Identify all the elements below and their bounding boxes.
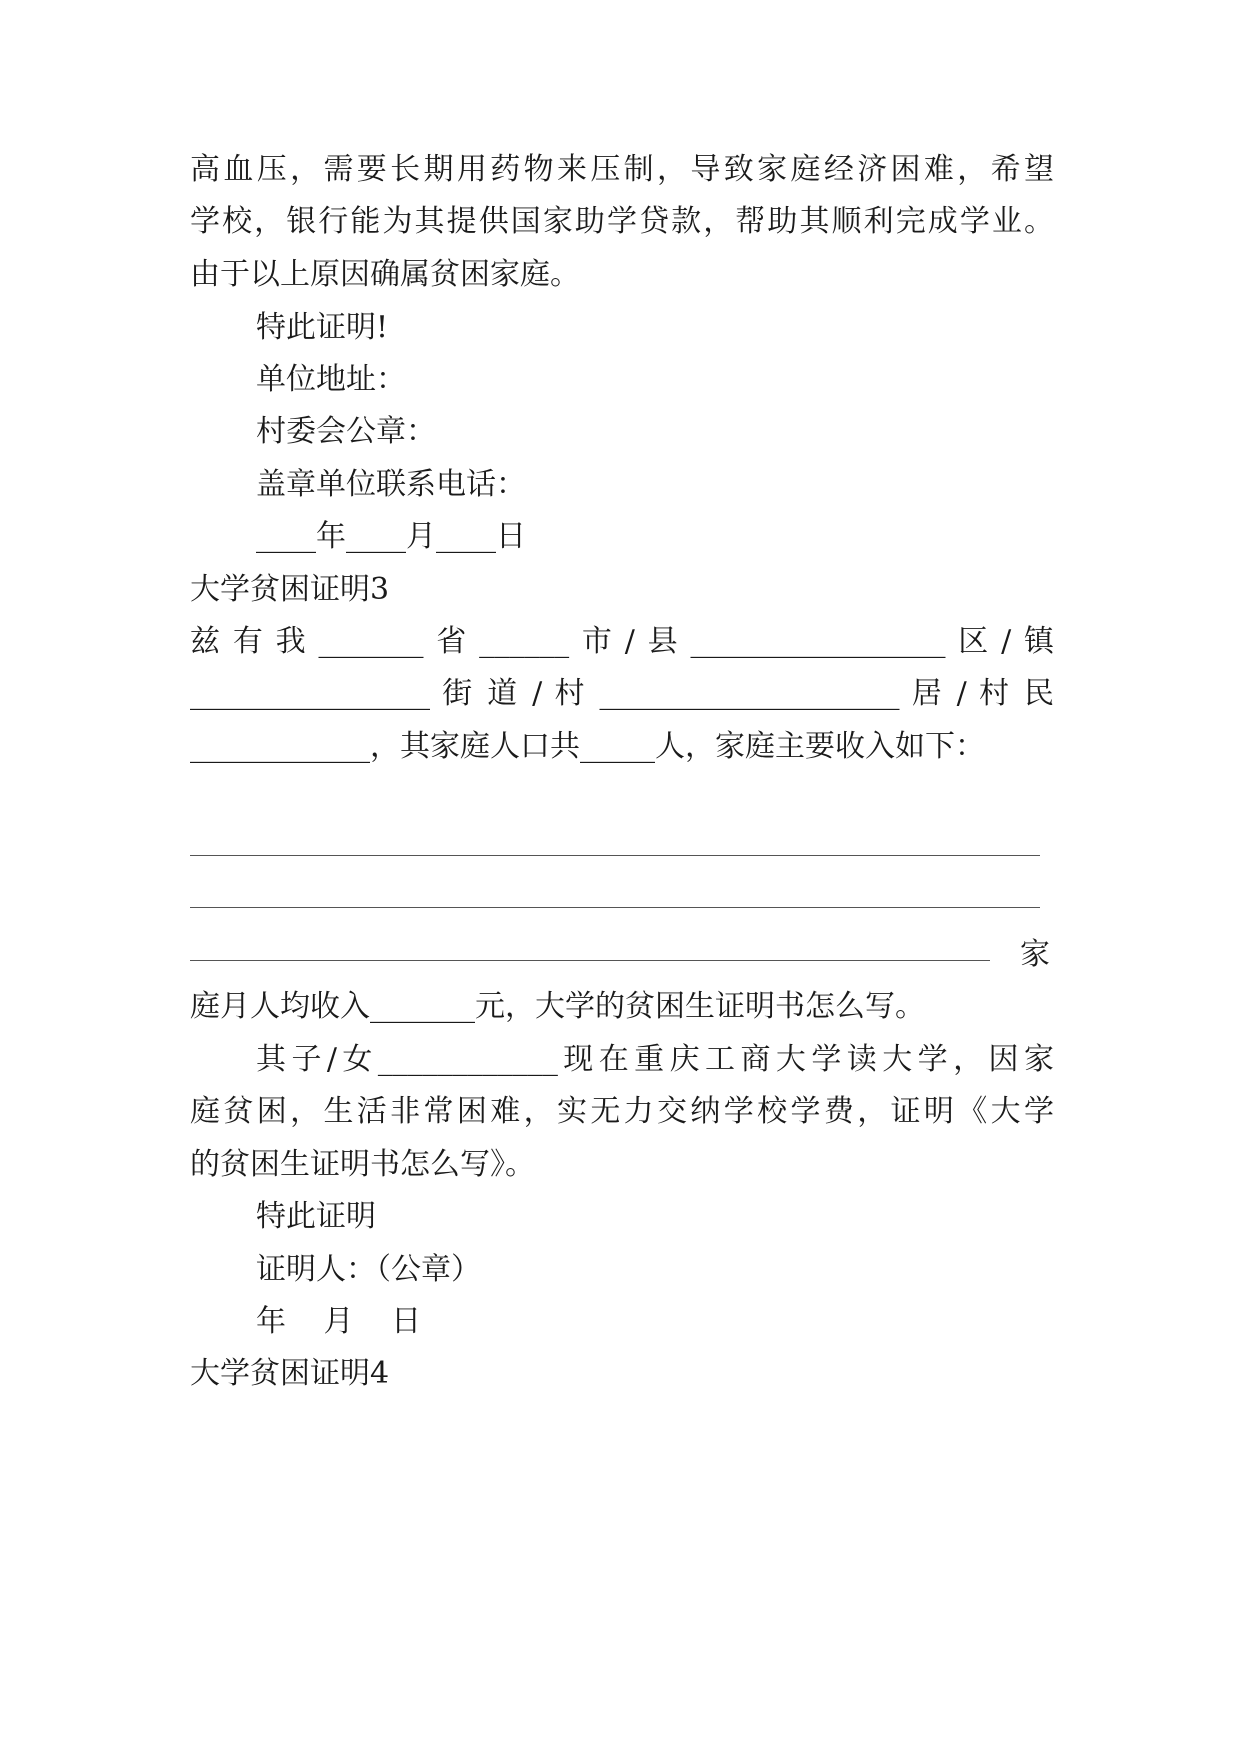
certify-statement: 特此证明 <box>256 1199 376 1234</box>
village-seal-label: 村委会公章： <box>256 414 436 449</box>
body-text-line: 庭贫困，生活非常困难，实无力交纳学校学费，证明《大学 <box>190 1094 1054 1129</box>
body-text-line: 其子/女____________现在重庆工商大学读大学，因家 <box>256 1042 1054 1077</box>
income-blank-underline <box>190 907 1040 908</box>
household-blank-line: ____________，其家庭人口共_____人，家庭主要收入如下： <box>190 729 985 764</box>
contact-phone-label: 盖章单位联系电话： <box>256 467 526 502</box>
body-text-fragment: 家 <box>1020 937 1050 972</box>
unit-address-label: 单位地址： <box>256 362 406 397</box>
section-title: 大学贫困证明3 <box>190 572 390 607</box>
section-title: 大学贫困证明4 <box>190 1356 390 1391</box>
income-blank-line: 庭月人均收入_______元，大学的贫困生证明书怎么写。 <box>190 989 925 1024</box>
certify-statement: 特此证明! <box>256 310 389 345</box>
body-text-line: 由于以上原因确属贫困家庭。 <box>190 257 580 292</box>
date-blank-line: ____年____月____日 <box>256 519 526 554</box>
body-text-line: 学校，银行能为其提供国家助学贷款，帮助其顺利完成学业。 <box>190 204 1054 239</box>
income-blank-underline <box>190 855 1040 856</box>
income-blank-underline <box>190 960 990 961</box>
address-blank-line: ________________ 街 道 / 村 ____________________ 居 / 村 民 <box>190 676 1054 711</box>
date-line: 年 月 日 <box>256 1304 436 1339</box>
certifier-label: 证明人：（公章） <box>256 1252 481 1287</box>
body-text-line: 高血压，需要长期用药物来压制，导致家庭经济困难，希望 <box>190 152 1054 187</box>
address-blank-line: 兹有我_______省______市/县_________________区/镇 <box>190 624 1054 659</box>
body-text-line: 的贫困生证明书怎么写》。 <box>190 1147 535 1182</box>
